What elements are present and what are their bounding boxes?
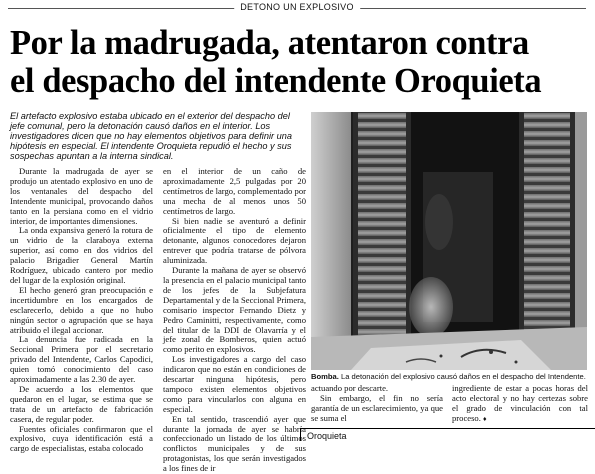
- body-paragraph: En tal sentido, trascendió ayer que durante la jornada de ayer se habría confeccionado un listado de los últimos conflictos municipales y de sus protagonistas, los que serán investigados a los fines de ir: [163, 413, 306, 474]
- news-photo: [311, 112, 587, 370]
- section-kicker: [0, 2, 594, 16]
- sidebar-box: [300, 428, 595, 441]
- body-paragraph: La denuncia fue radicada en la Seccional Primera por el secretario privado del Intendente, Carlos Capodici, quien tomó conocimiento del caso aproximadamente a las 2.30 de ayer.: [10, 334, 153, 385]
- body-paragraph: Los investigadores a cargo del caso indicaron que no están en condiciones de descartar ninguna hipótesis, pero tampoco existen elementos objetivos como para vincularlos con alguna en especial.: [163, 354, 306, 414]
- body-paragraph: Sin embargo, el fin no sería garantía de un esclarecimiento, ya que se suma el: [311, 392, 443, 423]
- body-column-3: [311, 384, 443, 424]
- sidebar-title: Oroquieta: [307, 431, 347, 441]
- photo-illustration: [311, 112, 587, 370]
- body-paragraph: Fuentes oficiales confirmaron que el explosivo, cuya identificación está a cargo de especialistas, estaba colocado: [10, 423, 153, 454]
- headline: [10, 24, 590, 100]
- body-column-1: [10, 166, 153, 454]
- body-paragraph: Durante la madrugada de ayer se produjo un atentado explosivo en uno de los ventanales del despacho del Intendente municipal, provocando daños tanto en la persiana como en el vidrio interior, de importantes dimensiones.: [10, 166, 153, 226]
- caption-label: Bomba.: [311, 372, 339, 381]
- lede-paragraph: El artefacto explosivo estaba ubicado en el exterior del despacho del jefe comunal, pero la detonación causó daños en el interior. Los investigadores dicen que no hay elementos objetivos para definir una hipótesis en especial. El intendente Oroquieta repudió el hecho y sus sospechas apuntan a la interna sindical.: [10, 111, 292, 161]
- body-paragraph: El hecho generó gran preocupación e incertidumbre en los encargados de esclarecerlo, debido a que no hubo ningún sector o agrupación que se haya atribuido el ilegal accionar.: [10, 284, 153, 335]
- body-text: ingrediente de estar a pocas horas del acto electoral y no hay certezas sobre el grado de vinculación con tal proceso.: [452, 383, 588, 423]
- caption-text: La detonación del explosivo causó daños en el despacho del Intendente.: [338, 372, 586, 381]
- body-paragraph: Durante la mañana de ayer se observó la presencia en el palacio municipal tanto de los jefes de la Subjefatura Departamental y de la Seccional Primera, comisario inspector Fernando Dietz y Pedro Caminitti, respectivamente, como del titular de la DDI de Olavarría y el jefe zonal de Bomberos, quien actuó como perito en explosivos.: [163, 265, 306, 355]
- end-of-article-mark: ♦: [483, 414, 487, 423]
- body-paragraph: [452, 384, 588, 425]
- body-paragraph: La onda expansiva generó la rotura de un vidrio de la claraboya externa superior, así como en dos vidrios del palacio Brigadier General Martín Rodríguez, ubicado cantero por medio del lugar de la explosión original.: [10, 225, 153, 285]
- headline-line-2: el despacho del intendente Oroquieta: [10, 62, 542, 100]
- kicker-label: DETONO UN EXPLOSIVO: [234, 2, 360, 12]
- body-paragraph: Si bien nadie se aventuró a definir oficialmente el tipo de elemento detonante, algunos conocedores dejaron entrever que podría tratarse de pólvora aluminizada.: [163, 215, 306, 266]
- body-column-4: [452, 384, 588, 424]
- body-paragraph: actuando por descarte.: [311, 383, 389, 393]
- body-paragraph: De acuerdo a los elementos que quedaron en el lugar, se estima que se trata de un artefacto de fabricación casera, de regular poder.: [10, 383, 153, 424]
- body-column-2: [163, 166, 306, 474]
- body-paragraph: en el interior de un caño de aproximadamente 2,5 pulgadas por 20 centímetros de largo, complementado por una mecha de al menos unos 50 centímetros de largo.: [163, 166, 306, 216]
- headline-line-1: Por la madrugada, atentaron contra: [10, 24, 529, 62]
- photo-caption: [311, 372, 591, 381]
